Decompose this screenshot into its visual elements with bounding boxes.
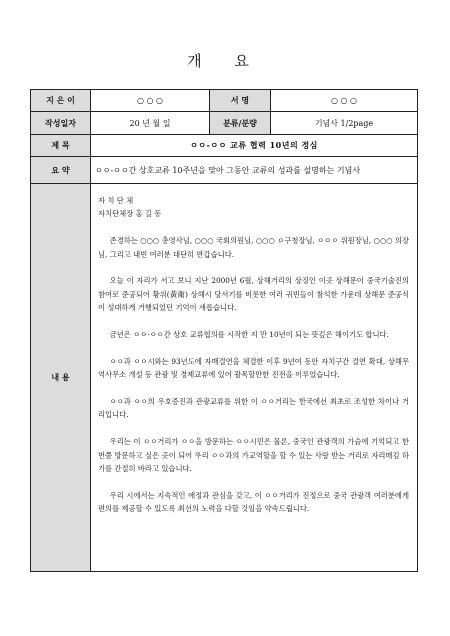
author-label: 지 은 이	[31, 90, 91, 112]
paragraph-greeting: 존경하는 ○○○ 총영사님, ○○○ 국회의원님, ○○○ ㅇ구청장님, ㅇㅇㅇ 위원장님, ○○○ 의장님, 그리고 내빈 여러분 대단히 반갑습니다.	[98, 236, 409, 259]
org-line-2: 자치단체장 홍 길 동	[98, 209, 162, 219]
paragraph-promise: 우리 시에서는 지속적인 애정과 관심을 갖고, 이 ㅇㅇ거리가 진정으로 중국 관광객 여러분에게 편의를 제공할 수 있도록 최선의 노력을 다할 것임을 약속드립니다.	[98, 490, 409, 514]
org-line-1: 자 치 단 체	[98, 196, 134, 205]
author-value: ○ ○ ○	[91, 90, 210, 112]
summary-label: 요 약	[31, 157, 91, 184]
content-row	[31, 184, 418, 572]
summary-value: ㅇㅇ-ㅇㅇ간 상호교류 10주년을 맞아 그동안 교류의 성과를 설명하는 기념사	[91, 157, 418, 184]
position-label: 서 명	[210, 90, 271, 112]
subject-row	[31, 135, 418, 157]
paragraph-anniversary: 금년은 ㅇㅇ-ㅇㅇ간 상호 교류협의를 시작한 지 만 10년이 되는 뜻깊은 해이기도 합니다.	[109, 330, 389, 340]
date-value: 20 년 월 일	[91, 112, 210, 135]
category-value: 기념사 1/2page	[271, 112, 418, 135]
paragraph-street: ㅇㅇ과 ㅇㅇ의 우호증진과 관광교류를 위한 이 ㅇㅇ거리는 한국에선 최초로 조성한 차이나 거리입니다.	[98, 397, 409, 420]
subject-value: ㅇㅇ-ㅇㅇ 교류 협력 10년의 정심	[91, 135, 418, 157]
author-row	[31, 90, 418, 112]
paragraph-hope: 우리는 이 ㅇㅇ거리가 ㅇㅇ을 방문하는 ㅇㅇ시민은 물론, 중국인 관광객의 가슴에 기억되고 한번쯤 방문하고 싶은 곳이 되어 우리 ㅇㅇ과의 가교역할을 할 수 있는 사랑 받는 거리로 자리매김 하기를 간절히 바라고 있습니다.	[98, 437, 409, 474]
content-label: 내 용	[31, 184, 91, 572]
position-value: ○ ○ ○	[271, 90, 418, 112]
subject-label: 제 목	[31, 135, 91, 157]
category-label: 분류/분량	[210, 112, 271, 135]
paragraph-memory: 오늘 이 자리가 서고 보니 지난 2000년 6월, 상해거리의 상징인 이곳 상해문이 중국기술진의 참여로 준공되어 황위(黃衛) 상해시 당서기를 비롯한 여러 귀빈들이 참석한 가운데 상해문 준공식이 성대하게 거행되었던 기억이 새롭습니다.	[98, 276, 409, 313]
date-label: 작성일자	[31, 112, 91, 135]
overview-form-table	[30, 89, 418, 572]
date-row	[31, 112, 418, 135]
content-body	[91, 184, 418, 572]
summary-row	[31, 157, 418, 184]
document-title: 개 요	[187, 52, 263, 70]
paragraph-exchange: ㅇㅇ과 ㅇㅇ시와는 93년도에 자매결연을 체결한 이후 9년여 동안 자치구간 결연 확대, 상해무역사무소 개설 등 관광 및 경제교류에 있어 괄목할만한 진전을 이루었습니다.	[98, 356, 409, 380]
